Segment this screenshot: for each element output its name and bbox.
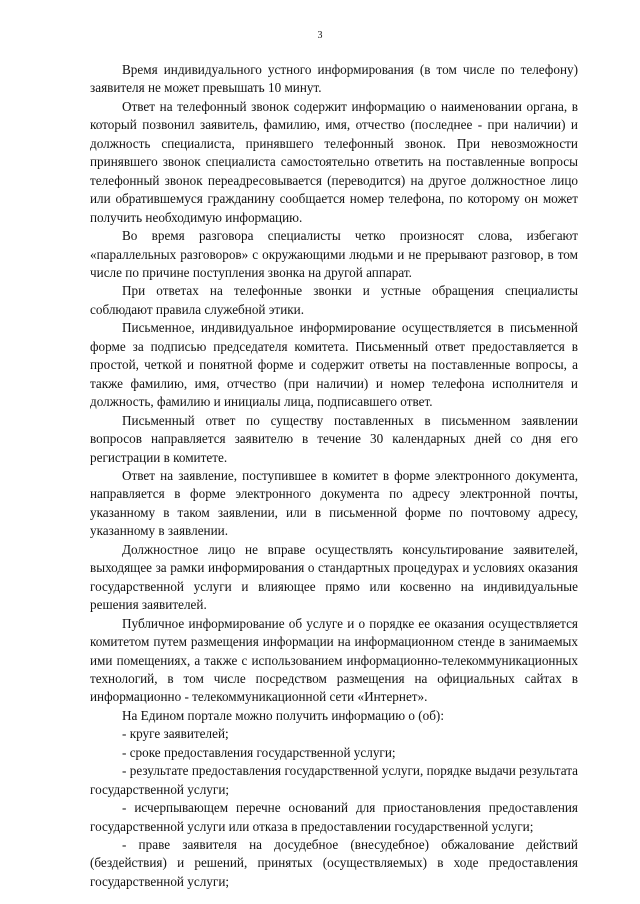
document-body bbox=[90, 61, 578, 891]
paragraph-written-informing: Письменное, индивидуальное информирование осуществляется в письменной форме за подписью председателя комитета. Письменный ответ предоставляется в простой, четкой и понятной форме и содержит ответы на поставленные вопросы, а также фамилию, имя, отчество (при наличии) и номер телефона исполнителя и должность, фамилию и инициалы лица, подписавшего ответ. bbox=[90, 320, 578, 410]
page-number: 3 bbox=[317, 30, 323, 41]
list-item-applicants: - круге заявителей; bbox=[122, 726, 229, 742]
list-item-appeal-right: - праве заявителя на досудебное (внесудебное) обжалование действий (бездействия) и решений, принятых (осуществляемых) в ходе предоставления государственной услуги; bbox=[90, 837, 578, 889]
paragraph-consultation-limits: Должностное лицо не вправе осуществлять консультирование заявителей, выходящее за рамки информирования о стандартных процедурах и условиях оказания государственной услуги и влияющее прямо или косвенно на индивидуальные решения заявителей. bbox=[90, 541, 578, 613]
paragraph-phone-answer: Ответ на телефонный звонок содержит информацию о наименовании органа, в который позвонил заявитель, фамилию, имя, отчество (последнее - при наличии) и должность специалиста, принявшего телефонный звонок. При невозможности принявшего звонок специалиста самостоятельно ответить на поставленные вопросы телефонный звонок переадресовывается (переводится) на другое должностное лицо или обратившемуся гражданину сообщается номер телефона, по которому он может получить необходимую информацию. bbox=[90, 98, 578, 225]
paragraph-electronic-answer: Ответ на заявление, поступившее в комитет в форме электронного документа, направляется в форме электронного документа по адресу электронной почты, указанному в таком заявлении, или в письменной форме по почтовому адресу, указанному в заявлении. bbox=[90, 467, 578, 539]
paragraph-service-ethics: При ответах на телефонные звонки и устные обращения специалисты соблюдают правила служебной этики. bbox=[90, 283, 578, 317]
list-item-result: - результате предоставления государственной услуги, порядке выдачи результата государственной услуги; bbox=[90, 763, 578, 797]
list-item-term: - сроке предоставления государственной услуги; bbox=[122, 744, 396, 760]
paragraph-public-informing: Публичное информирование об услуге и о порядке ее оказания осуществляется комитетом путем размещения информации на информационном стенде в занимаемых ими помещениях, а также с использованием информационно-телекоммуникационных технологий, в том числе посредством размещения на официальных сайтах в информационно - телекоммуникационной сети «Интернет». bbox=[90, 615, 578, 705]
paragraph-conversation-rules: Во время разговора специалисты четко произносят слова, избегают «параллельных разговоров» с окружающими людьми и не прерывают разговор, в том числе по причине поступления звонка на другой аппарат. bbox=[90, 228, 578, 280]
paragraph-portal-intro: На Едином портале можно получить информацию о (об): bbox=[122, 707, 444, 723]
paragraph-consultation-time: Время индивидуального устного информирования (в том числе по телефону) заявителя не может превышать 10 минут. bbox=[90, 62, 578, 96]
list-item-grounds: - исчерпывающем перечне оснований для приостановления предоставления государственной услуги или отказа в предоставлении государственной услуги; bbox=[90, 800, 578, 834]
paragraph-written-answer-term: Письменный ответ по существу поставленных в письменном заявлении вопросов направляется заявителю в течение 30 календарных дней со дня его регистрации в комитете. bbox=[90, 412, 578, 465]
